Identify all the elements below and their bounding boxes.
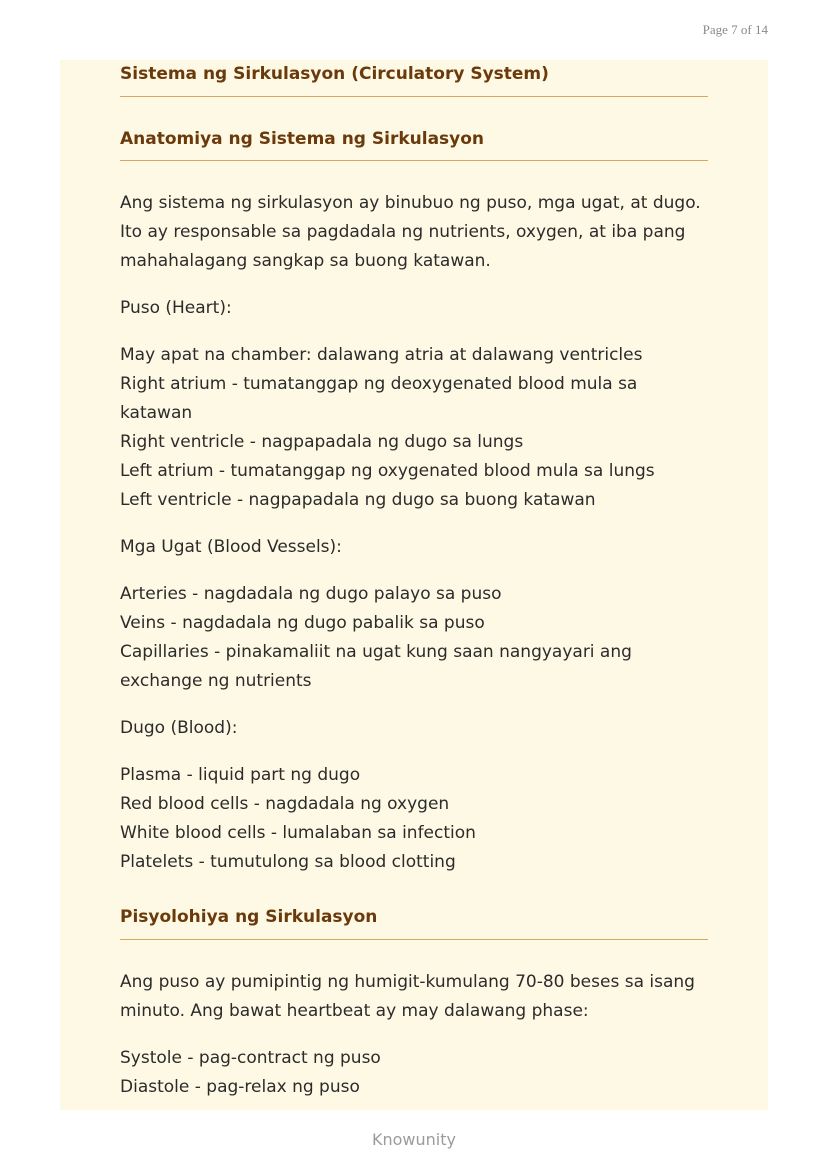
- text-line: Ang sistema ng sirkulasyon ay binubuo ng puso, mga ugat, at dugo.: [120, 193, 701, 213]
- list-item: Right atrium - tumatanggap ng deoxygenated blood mula sa: [120, 374, 638, 394]
- anatomy-heading: Anatomiya ng Sistema ng Sirkulasyon: [120, 129, 485, 149]
- anatomy-intro-paragraph: [120, 189, 701, 276]
- list-item: Right ventricle - nagpapadala ng dugo sa lungs: [120, 432, 524, 452]
- list-item: Veins - nagdadala ng dugo pabalik sa puso: [120, 613, 485, 633]
- list-item: May apat na chamber: dalawang atria at dalawang ventricles: [120, 345, 643, 365]
- list-item: exchange ng nutrients: [120, 671, 312, 691]
- text-line: Ang puso ay pumipintig ng humigit-kumulang 70-80 beses sa isang: [120, 972, 695, 992]
- list-item: Plasma - liquid part ng dugo: [120, 765, 361, 785]
- list-item: White blood cells - lumalaban sa infection: [120, 823, 476, 843]
- section-title: Sistema ng Sirkulasyon (Circulatory System): [120, 64, 549, 84]
- heart-label: Puso (Heart):: [120, 298, 232, 318]
- anatomy-heading-divider: [120, 160, 708, 161]
- list-item: Capillaries - pinakamaliit na ugat kung saan nangyayari ang: [120, 642, 632, 662]
- page-number: Page 7 of 14: [702, 22, 768, 37]
- physiology-heading-divider: [120, 939, 708, 940]
- blood-list: [120, 761, 476, 877]
- footer-brand: Knowunity: [372, 1130, 456, 1149]
- list-item: katawan: [120, 403, 193, 423]
- text-line: minuto. Ang bawat heartbeat ay may dalawang phase:: [120, 1001, 589, 1021]
- vessels-list: [120, 580, 632, 696]
- list-item: Red blood cells - nagdadala ng oxygen: [120, 794, 450, 814]
- section-title-divider: [120, 96, 708, 97]
- vessels-label: Mga Ugat (Blood Vessels):: [120, 537, 342, 557]
- blood-label: Dugo (Blood):: [120, 718, 238, 738]
- list-item: Platelets - tumutulong sa blood clotting: [120, 852, 456, 872]
- text-line: mahahalagang sangkap sa buong katawan.: [120, 251, 491, 271]
- list-item: Arteries - nagdadala ng dugo palayo sa puso: [120, 584, 502, 604]
- physiology-intro-paragraph: [120, 968, 695, 1026]
- list-item: Left atrium - tumatanggap ng oxygenated blood mula sa lungs: [120, 461, 655, 481]
- phase-list: [120, 1044, 381, 1102]
- content-card: [60, 60, 768, 1110]
- list-item: Systole - pag-contract ng puso: [120, 1048, 381, 1068]
- text-line: Ito ay responsable sa pagdadala ng nutrients, oxygen, at iba pang: [120, 222, 686, 242]
- physiology-heading: Pisyolohiya ng Sirkulasyon: [120, 907, 378, 927]
- heart-list: [120, 341, 655, 515]
- list-item: Left ventricle - nagpapadala ng dugo sa buong katawan: [120, 490, 596, 510]
- list-item: Diastole - pag-relax ng puso: [120, 1077, 360, 1097]
